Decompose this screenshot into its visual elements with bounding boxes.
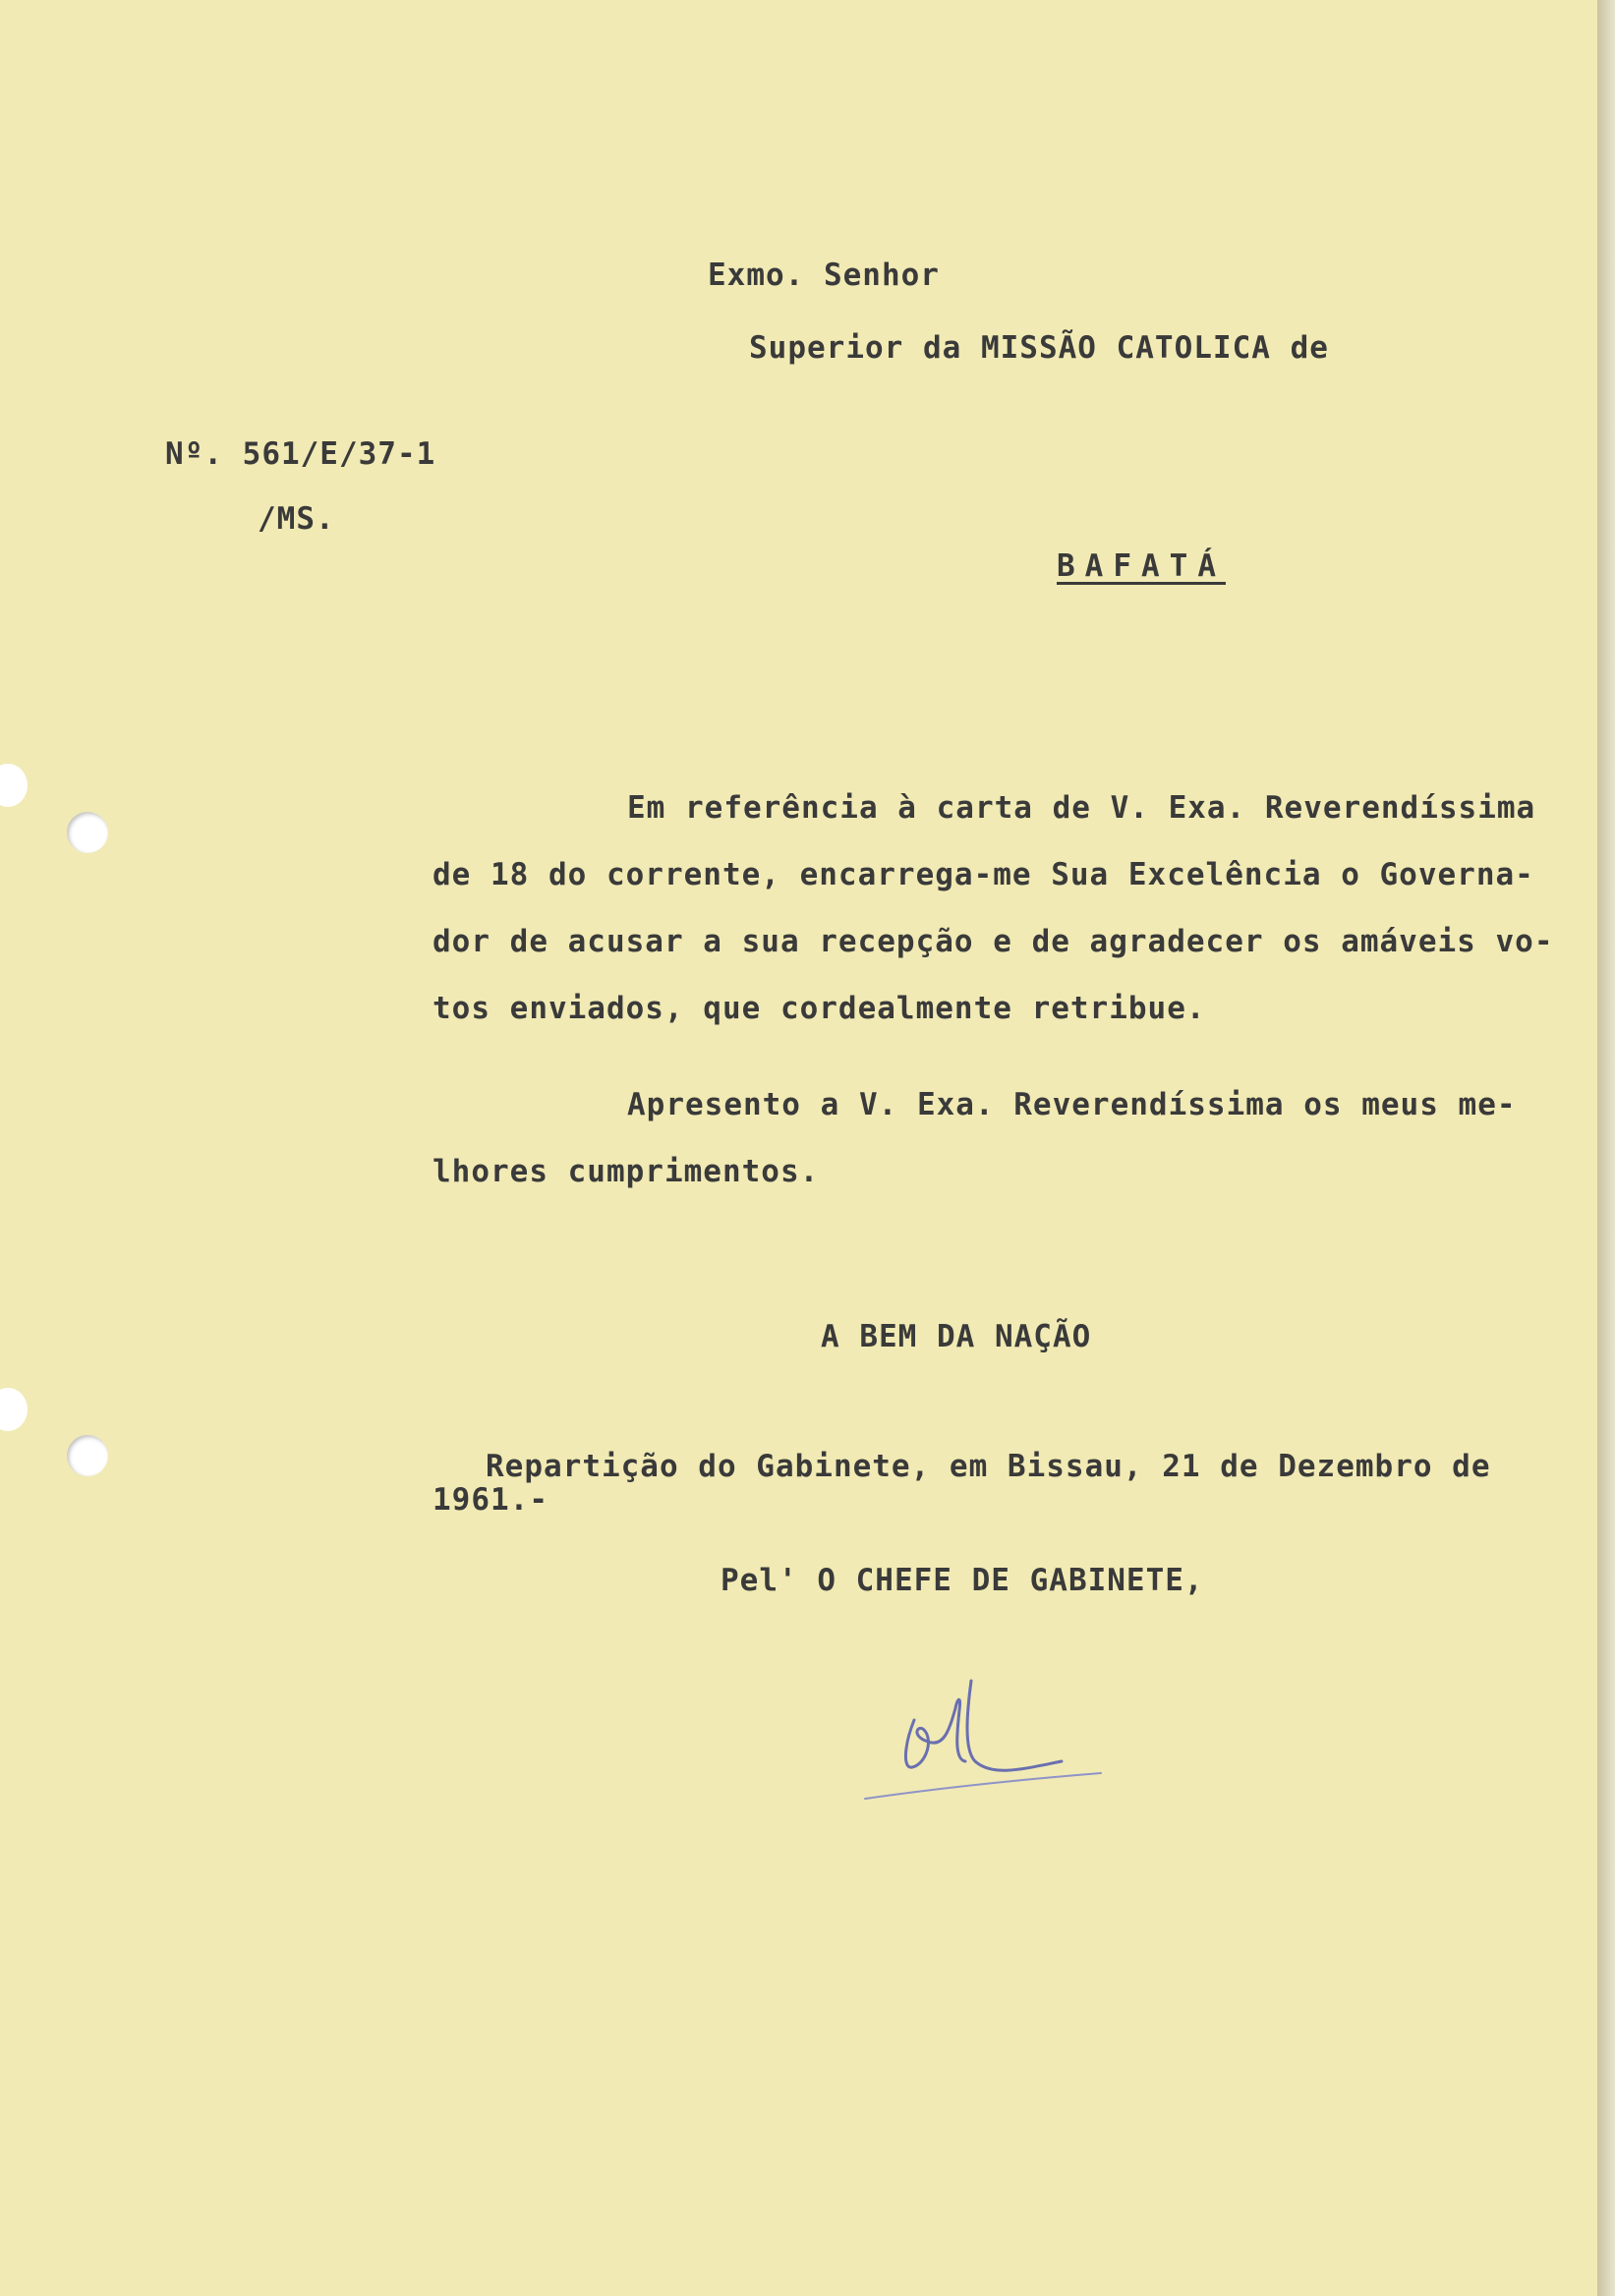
punch-hole-lower-inner	[67, 1435, 108, 1476]
reference-number-text: Nº. 561/E/37-1	[165, 436, 436, 472]
signature-stroke	[905, 1681, 1062, 1770]
handwritten-signature	[855, 1651, 1111, 1808]
signatory: Pel' O CHEFE DE GABINETE,	[721, 1563, 1204, 1598]
paragraph-2-line: lhores cumprimentos.	[433, 1154, 820, 1189]
paragraph-1-line: dor de acusar a sua recepção e de agradecer os amáveis vo-	[433, 924, 1554, 959]
reference-suffix: /MS.	[258, 501, 335, 537]
paragraph-1-line: Em referência à carta de V. Exa. Reverendíssima	[627, 790, 1536, 826]
punch-hole-upper-edge	[0, 764, 28, 807]
signature-underline	[865, 1773, 1101, 1799]
destination: BAFATÁ	[1057, 548, 1226, 584]
punch-hole-upper-inner	[67, 812, 108, 853]
scan-edge	[1597, 0, 1615, 2296]
place-date-line-2: 1961.-	[433, 1482, 548, 1518]
signature-initials: Bfl	[1052, 1691, 1054, 1692]
paragraph-1-line: de 18 do corrente, encarrega-me Sua Excelência o Governa-	[433, 857, 1534, 892]
salutation: Exmo. Senhor	[708, 258, 940, 293]
reference-number	[165, 436, 435, 472]
addressee: Superior da MISSÃO CATOLICA de	[749, 330, 1329, 366]
place-date-line-1: Repartição do Gabinete, em Bissau, 21 de Dezembro de	[486, 1449, 1491, 1484]
closing-motto: A BEM DA NAÇÃO	[821, 1319, 1092, 1354]
paragraph-2-line: Apresento a V. Exa. Reverendíssima os meus me-	[627, 1087, 1517, 1122]
punch-hole-lower-edge	[0, 1388, 28, 1431]
paragraph-1-line: tos enviados, que cordealmente retribue.	[433, 991, 1206, 1026]
